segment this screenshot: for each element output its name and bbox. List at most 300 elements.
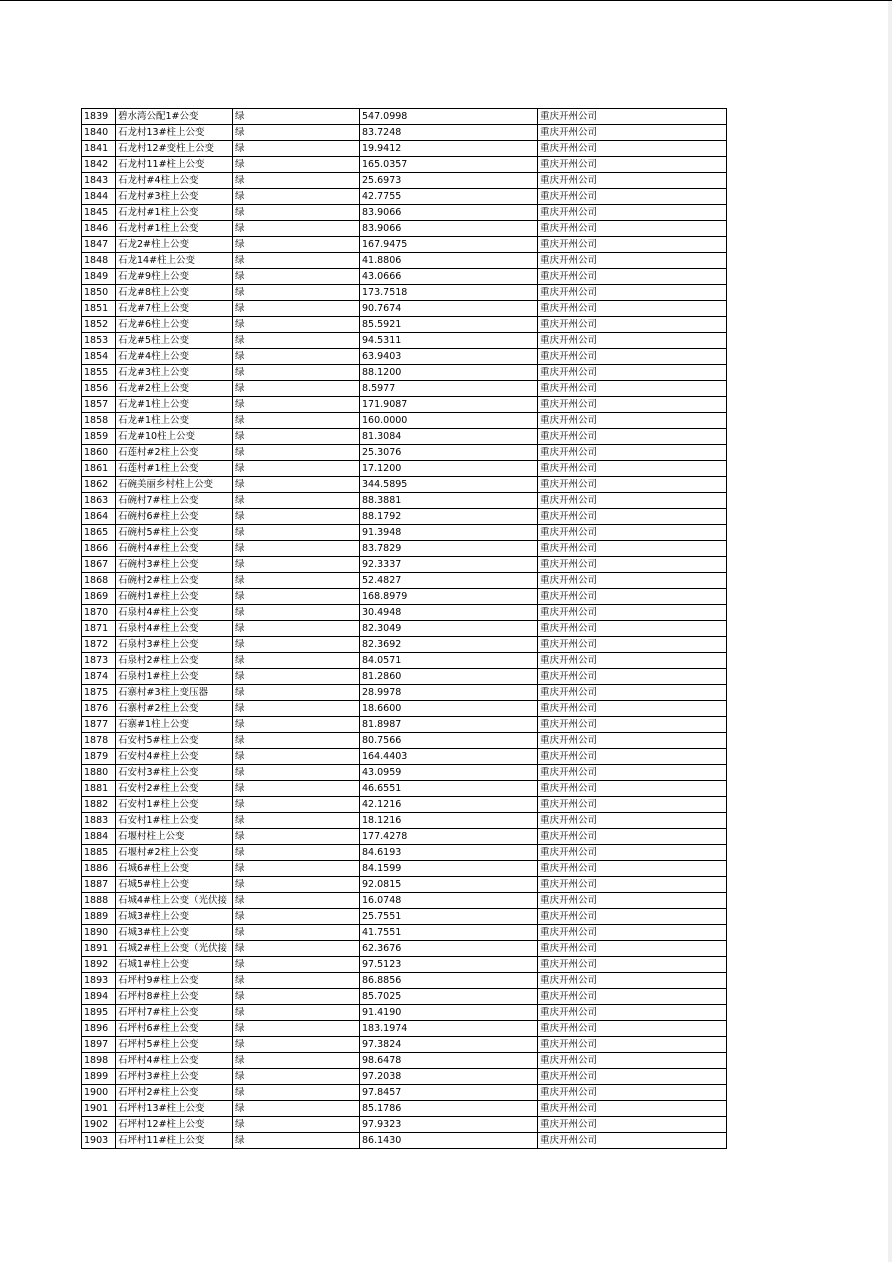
table-row xyxy=(82,317,727,333)
transformer-name-cell: 石龙#2柱上公变 xyxy=(116,381,233,397)
row-number-cell: 1903 xyxy=(82,1133,116,1149)
status-cell: 绿 xyxy=(233,1021,360,1037)
status-cell: 绿 xyxy=(233,733,360,749)
company-cell: 重庆开州公司 xyxy=(538,333,727,349)
status-cell: 绿 xyxy=(233,397,360,413)
value-cell: 164.4403 xyxy=(360,749,538,765)
transformer-name-cell: 石龙#5柱上公变 xyxy=(116,333,233,349)
table-row xyxy=(82,1085,727,1101)
table-row xyxy=(82,1101,727,1117)
row-number-cell: 1845 xyxy=(82,205,116,221)
value-cell: 97.9323 xyxy=(360,1117,538,1133)
table-row xyxy=(82,973,727,989)
company-cell: 重庆开州公司 xyxy=(538,285,727,301)
row-number-cell: 1886 xyxy=(82,861,116,877)
value-cell: 82.3049 xyxy=(360,621,538,637)
status-cell: 绿 xyxy=(233,1053,360,1069)
transformer-name-cell: 石龙村#4柱上公变 xyxy=(116,173,233,189)
transformer-name-cell: 石龙#8柱上公变 xyxy=(116,285,233,301)
transformer-name-cell: 石龙#9柱上公变 xyxy=(116,269,233,285)
transformer-name-cell: 石安村4#柱上公变 xyxy=(116,749,233,765)
value-cell: 92.0815 xyxy=(360,877,538,893)
value-cell: 344.5895 xyxy=(360,477,538,493)
transformer-name-cell: 石碗村6#柱上公变 xyxy=(116,509,233,525)
table-row xyxy=(82,989,727,1005)
row-number-cell: 1885 xyxy=(82,845,116,861)
row-number-cell: 1887 xyxy=(82,877,116,893)
company-cell: 重庆开州公司 xyxy=(538,301,727,317)
transformer-name-cell: 石坪村7#柱上公变 xyxy=(116,1005,233,1021)
status-cell: 绿 xyxy=(233,637,360,653)
row-number-cell: 1867 xyxy=(82,557,116,573)
transformer-name-cell: 石城1#柱上公变 xyxy=(116,957,233,973)
transformer-name-cell: 石龙#7柱上公变 xyxy=(116,301,233,317)
company-cell: 重庆开州公司 xyxy=(538,589,727,605)
row-number-cell: 1857 xyxy=(82,397,116,413)
row-number-cell: 1842 xyxy=(82,157,116,173)
transformer-name-cell: 石龙村#1柱上公变 xyxy=(116,221,233,237)
transformer-name-cell: 石寨村#2柱上公变 xyxy=(116,701,233,717)
value-cell: 17.1200 xyxy=(360,461,538,477)
company-cell: 重庆开州公司 xyxy=(538,861,727,877)
row-number-cell: 1872 xyxy=(82,637,116,653)
company-cell: 重庆开州公司 xyxy=(538,957,727,973)
table-row xyxy=(82,1021,727,1037)
company-cell: 重庆开州公司 xyxy=(538,157,727,173)
company-cell: 重庆开州公司 xyxy=(538,621,727,637)
transformer-name-cell: 石城3#柱上公变 xyxy=(116,925,233,941)
table-row xyxy=(82,669,727,685)
company-cell: 重庆开州公司 xyxy=(538,845,727,861)
table-row xyxy=(82,269,727,285)
status-cell: 绿 xyxy=(233,813,360,829)
transformer-name-cell: 石泉村1#柱上公变 xyxy=(116,669,233,685)
company-cell: 重庆开州公司 xyxy=(538,1021,727,1037)
table-row xyxy=(82,1117,727,1133)
company-cell: 重庆开州公司 xyxy=(538,781,727,797)
company-cell: 重庆开州公司 xyxy=(538,205,727,221)
status-cell: 绿 xyxy=(233,685,360,701)
company-cell: 重庆开州公司 xyxy=(538,365,727,381)
company-cell: 重庆开州公司 xyxy=(538,1117,727,1133)
status-cell: 绿 xyxy=(233,125,360,141)
value-cell: 98.6478 xyxy=(360,1053,538,1069)
transformer-name-cell: 石坪村3#柱上公变 xyxy=(116,1069,233,1085)
row-number-cell: 1876 xyxy=(82,701,116,717)
company-cell: 重庆开州公司 xyxy=(538,701,727,717)
table-row xyxy=(82,253,727,269)
company-cell: 重庆开州公司 xyxy=(538,541,727,557)
company-cell: 重庆开州公司 xyxy=(538,573,727,589)
table-row xyxy=(82,365,727,381)
transformer-name-cell: 石寨#1柱上公变 xyxy=(116,717,233,733)
company-cell: 重庆开州公司 xyxy=(538,109,727,125)
company-cell: 重庆开州公司 xyxy=(538,685,727,701)
status-cell: 绿 xyxy=(233,413,360,429)
status-cell: 绿 xyxy=(233,205,360,221)
table-row xyxy=(82,861,727,877)
transformer-name-cell: 石坪村13#柱上公变 xyxy=(116,1101,233,1117)
status-cell: 绿 xyxy=(233,957,360,973)
status-cell: 绿 xyxy=(233,893,360,909)
status-cell: 绿 xyxy=(233,221,360,237)
transformer-name-cell: 石坪村9#柱上公变 xyxy=(116,973,233,989)
row-number-cell: 1892 xyxy=(82,957,116,973)
transformer-name-cell: 石城4#柱上公变（光伏接 xyxy=(116,893,233,909)
transformer-name-cell: 石安村5#柱上公变 xyxy=(116,733,233,749)
status-cell: 绿 xyxy=(233,989,360,1005)
company-cell: 重庆开州公司 xyxy=(538,669,727,685)
transformer-name-cell: 石堰村柱上公变 xyxy=(116,829,233,845)
transformer-name-cell: 石安村1#柱上公变 xyxy=(116,813,233,829)
status-cell: 绿 xyxy=(233,589,360,605)
company-cell: 重庆开州公司 xyxy=(538,877,727,893)
table-row xyxy=(82,797,727,813)
status-cell: 绿 xyxy=(233,877,360,893)
table-row xyxy=(82,125,727,141)
value-cell: 41.8806 xyxy=(360,253,538,269)
value-cell: 18.1216 xyxy=(360,813,538,829)
company-cell: 重庆开州公司 xyxy=(538,1037,727,1053)
table-row xyxy=(82,109,727,125)
transformer-name-cell: 石莲村#1柱上公变 xyxy=(116,461,233,477)
table-row xyxy=(82,781,727,797)
value-cell: 83.7248 xyxy=(360,125,538,141)
row-number-cell: 1891 xyxy=(82,941,116,957)
row-number-cell: 1870 xyxy=(82,605,116,621)
value-cell: 62.3676 xyxy=(360,941,538,957)
status-cell: 绿 xyxy=(233,429,360,445)
table-row xyxy=(82,1069,727,1085)
company-cell: 重庆开州公司 xyxy=(538,813,727,829)
company-cell: 重庆开州公司 xyxy=(538,829,727,845)
transformer-name-cell: 石龙#6柱上公变 xyxy=(116,317,233,333)
status-cell: 绿 xyxy=(233,749,360,765)
table-row xyxy=(82,925,727,941)
transformer-name-cell: 石龙村11#柱上公变 xyxy=(116,157,233,173)
table-row xyxy=(82,717,727,733)
status-cell: 绿 xyxy=(233,797,360,813)
company-cell: 重庆开州公司 xyxy=(538,925,727,941)
status-cell: 绿 xyxy=(233,525,360,541)
value-cell: 84.0571 xyxy=(360,653,538,669)
transformer-name-cell: 石碗村7#柱上公变 xyxy=(116,493,233,509)
row-number-cell: 1864 xyxy=(82,509,116,525)
row-number-cell: 1894 xyxy=(82,989,116,1005)
company-cell: 重庆开州公司 xyxy=(538,653,727,669)
table-row xyxy=(82,765,727,781)
company-cell: 重庆开州公司 xyxy=(538,189,727,205)
table-row xyxy=(82,621,727,637)
status-cell: 绿 xyxy=(233,1069,360,1085)
status-cell: 绿 xyxy=(233,269,360,285)
value-cell: 92.3337 xyxy=(360,557,538,573)
value-cell: 173.7518 xyxy=(360,285,538,301)
transformer-name-cell: 石坪村12#柱上公变 xyxy=(116,1117,233,1133)
status-cell: 绿 xyxy=(233,621,360,637)
table-row xyxy=(82,333,727,349)
row-number-cell: 1866 xyxy=(82,541,116,557)
value-cell: 25.6973 xyxy=(360,173,538,189)
value-cell: 547.0998 xyxy=(360,109,538,125)
transformer-name-cell: 石坪村2#柱上公变 xyxy=(116,1085,233,1101)
row-number-cell: 1875 xyxy=(82,685,116,701)
transformer-name-cell: 石坪村6#柱上公变 xyxy=(116,1021,233,1037)
value-cell: 81.2860 xyxy=(360,669,538,685)
value-cell: 97.3824 xyxy=(360,1037,538,1053)
value-cell: 85.7025 xyxy=(360,989,538,1005)
status-cell: 绿 xyxy=(233,301,360,317)
company-cell: 重庆开州公司 xyxy=(538,797,727,813)
table-row xyxy=(82,301,727,317)
value-cell: 82.3692 xyxy=(360,637,538,653)
row-number-cell: 1869 xyxy=(82,589,116,605)
status-cell: 绿 xyxy=(233,493,360,509)
status-cell: 绿 xyxy=(233,509,360,525)
value-cell: 28.9978 xyxy=(360,685,538,701)
value-cell: 18.6600 xyxy=(360,701,538,717)
company-cell: 重庆开州公司 xyxy=(538,477,727,493)
status-cell: 绿 xyxy=(233,573,360,589)
data-table xyxy=(81,108,727,1149)
value-cell: 86.8856 xyxy=(360,973,538,989)
table-row xyxy=(82,541,727,557)
status-cell: 绿 xyxy=(233,1005,360,1021)
table-row xyxy=(82,589,727,605)
status-cell: 绿 xyxy=(233,173,360,189)
transformer-name-cell: 石龙村#3柱上公变 xyxy=(116,189,233,205)
status-cell: 绿 xyxy=(233,349,360,365)
row-number-cell: 1898 xyxy=(82,1053,116,1069)
value-cell: 97.8457 xyxy=(360,1085,538,1101)
value-cell: 30.4948 xyxy=(360,605,538,621)
table-row xyxy=(82,157,727,173)
status-cell: 绿 xyxy=(233,781,360,797)
value-cell: 46.6551 xyxy=(360,781,538,797)
transformer-name-cell: 石城5#柱上公变 xyxy=(116,877,233,893)
row-number-cell: 1843 xyxy=(82,173,116,189)
value-cell: 88.1792 xyxy=(360,509,538,525)
company-cell: 重庆开州公司 xyxy=(538,445,727,461)
row-number-cell: 1859 xyxy=(82,429,116,445)
row-number-cell: 1878 xyxy=(82,733,116,749)
transformer-name-cell: 石碗村2#柱上公变 xyxy=(116,573,233,589)
transformer-name-cell: 石泉村2#柱上公变 xyxy=(116,653,233,669)
value-cell: 25.3076 xyxy=(360,445,538,461)
company-cell: 重庆开州公司 xyxy=(538,173,727,189)
status-cell: 绿 xyxy=(233,1085,360,1101)
value-cell: 52.4827 xyxy=(360,573,538,589)
value-cell: 84.1599 xyxy=(360,861,538,877)
company-cell: 重庆开州公司 xyxy=(538,1101,727,1117)
table-row xyxy=(82,493,727,509)
row-number-cell: 1890 xyxy=(82,925,116,941)
transformer-name-cell: 石安村1#柱上公变 xyxy=(116,797,233,813)
row-number-cell: 1897 xyxy=(82,1037,116,1053)
transformer-name-cell: 石龙#10柱上公变 xyxy=(116,429,233,445)
row-number-cell: 1893 xyxy=(82,973,116,989)
table-row xyxy=(82,205,727,221)
value-cell: 81.8987 xyxy=(360,717,538,733)
company-cell: 重庆开州公司 xyxy=(538,397,727,413)
page-top-border xyxy=(0,0,892,1)
company-cell: 重庆开州公司 xyxy=(538,749,727,765)
row-number-cell: 1882 xyxy=(82,797,116,813)
table-row xyxy=(82,349,727,365)
status-cell: 绿 xyxy=(233,1037,360,1053)
row-number-cell: 1899 xyxy=(82,1069,116,1085)
table-row xyxy=(82,557,727,573)
status-cell: 绿 xyxy=(233,141,360,157)
table-row xyxy=(82,605,727,621)
company-cell: 重庆开州公司 xyxy=(538,461,727,477)
row-number-cell: 1847 xyxy=(82,237,116,253)
table-row xyxy=(82,429,727,445)
table-row xyxy=(82,413,727,429)
transformer-name-cell: 石泉村3#柱上公变 xyxy=(116,637,233,653)
row-number-cell: 1839 xyxy=(82,109,116,125)
row-number-cell: 1855 xyxy=(82,365,116,381)
value-cell: 88.1200 xyxy=(360,365,538,381)
row-number-cell: 1901 xyxy=(82,1101,116,1117)
row-number-cell: 1862 xyxy=(82,477,116,493)
row-number-cell: 1840 xyxy=(82,125,116,141)
status-cell: 绿 xyxy=(233,765,360,781)
row-number-cell: 1853 xyxy=(82,333,116,349)
status-cell: 绿 xyxy=(233,253,360,269)
status-cell: 绿 xyxy=(233,701,360,717)
table-row xyxy=(82,141,727,157)
value-cell: 16.0748 xyxy=(360,893,538,909)
row-number-cell: 1852 xyxy=(82,317,116,333)
company-cell: 重庆开州公司 xyxy=(538,509,727,525)
status-cell: 绿 xyxy=(233,605,360,621)
page-right-edge xyxy=(888,1,892,1262)
row-number-cell: 1902 xyxy=(82,1117,116,1133)
row-number-cell: 1895 xyxy=(82,1005,116,1021)
status-cell: 绿 xyxy=(233,861,360,877)
row-number-cell: 1846 xyxy=(82,221,116,237)
company-cell: 重庆开州公司 xyxy=(538,141,727,157)
transformer-name-cell: 石泉村4#柱上公变 xyxy=(116,605,233,621)
status-cell: 绿 xyxy=(233,285,360,301)
status-cell: 绿 xyxy=(233,1101,360,1117)
value-cell: 81.3084 xyxy=(360,429,538,445)
value-cell: 19.9412 xyxy=(360,141,538,157)
value-cell: 97.2038 xyxy=(360,1069,538,1085)
value-cell: 63.9403 xyxy=(360,349,538,365)
value-cell: 160.0000 xyxy=(360,413,538,429)
transformer-name-cell: 石坪村4#柱上公变 xyxy=(116,1053,233,1069)
row-number-cell: 1900 xyxy=(82,1085,116,1101)
table-row xyxy=(82,893,727,909)
value-cell: 183.1974 xyxy=(360,1021,538,1037)
table-row xyxy=(82,477,727,493)
row-number-cell: 1888 xyxy=(82,893,116,909)
table-row xyxy=(82,189,727,205)
table-row xyxy=(82,1133,727,1149)
row-number-cell: 1860 xyxy=(82,445,116,461)
transformer-name-cell: 石城6#柱上公变 xyxy=(116,861,233,877)
table-row xyxy=(82,221,727,237)
table-row xyxy=(82,957,727,973)
company-cell: 重庆开州公司 xyxy=(538,605,727,621)
transformer-name-cell: 石龙村12#变柱上公变 xyxy=(116,141,233,157)
company-cell: 重庆开州公司 xyxy=(538,893,727,909)
row-number-cell: 1883 xyxy=(82,813,116,829)
table-row xyxy=(82,733,727,749)
status-cell: 绿 xyxy=(233,653,360,669)
row-number-cell: 1871 xyxy=(82,621,116,637)
company-cell: 重庆开州公司 xyxy=(538,317,727,333)
transformer-name-cell: 石龙村#1柱上公变 xyxy=(116,205,233,221)
value-cell: 90.7674 xyxy=(360,301,538,317)
value-cell: 43.0666 xyxy=(360,269,538,285)
row-number-cell: 1884 xyxy=(82,829,116,845)
value-cell: 41.7551 xyxy=(360,925,538,941)
row-number-cell: 1880 xyxy=(82,765,116,781)
status-cell: 绿 xyxy=(233,445,360,461)
company-cell: 重庆开州公司 xyxy=(538,1053,727,1069)
transformer-name-cell: 石龙2#柱上公变 xyxy=(116,237,233,253)
status-cell: 绿 xyxy=(233,461,360,477)
value-cell: 83.7829 xyxy=(360,541,538,557)
status-cell: 绿 xyxy=(233,317,360,333)
transformer-name-cell: 石龙#4柱上公变 xyxy=(116,349,233,365)
company-cell: 重庆开州公司 xyxy=(538,1133,727,1149)
status-cell: 绿 xyxy=(233,477,360,493)
company-cell: 重庆开州公司 xyxy=(538,221,727,237)
row-number-cell: 1874 xyxy=(82,669,116,685)
status-cell: 绿 xyxy=(233,829,360,845)
status-cell: 绿 xyxy=(233,909,360,925)
row-number-cell: 1881 xyxy=(82,781,116,797)
row-number-cell: 1865 xyxy=(82,525,116,541)
value-cell: 8.5977 xyxy=(360,381,538,397)
company-cell: 重庆开州公司 xyxy=(538,717,727,733)
status-cell: 绿 xyxy=(233,381,360,397)
value-cell: 80.7566 xyxy=(360,733,538,749)
row-number-cell: 1856 xyxy=(82,381,116,397)
table-row xyxy=(82,397,727,413)
status-cell: 绿 xyxy=(233,557,360,573)
transformer-name-cell: 石碗村1#柱上公变 xyxy=(116,589,233,605)
transformer-name-cell: 碧水湾公配1#公变 xyxy=(116,109,233,125)
table-row xyxy=(82,845,727,861)
company-cell: 重庆开州公司 xyxy=(538,429,727,445)
table-row xyxy=(82,237,727,253)
table-row xyxy=(82,381,727,397)
table-row xyxy=(82,173,727,189)
status-cell: 绿 xyxy=(233,669,360,685)
status-cell: 绿 xyxy=(233,157,360,173)
status-cell: 绿 xyxy=(233,541,360,557)
value-cell: 165.0357 xyxy=(360,157,538,173)
company-cell: 重庆开州公司 xyxy=(538,269,727,285)
table-row xyxy=(82,525,727,541)
company-cell: 重庆开州公司 xyxy=(538,973,727,989)
transformer-name-cell: 石安村3#柱上公变 xyxy=(116,765,233,781)
company-cell: 重庆开州公司 xyxy=(538,125,727,141)
company-cell: 重庆开州公司 xyxy=(538,733,727,749)
table-row xyxy=(82,509,727,525)
transformer-name-cell: 石泉村4#柱上公变 xyxy=(116,621,233,637)
company-cell: 重庆开州公司 xyxy=(538,253,727,269)
value-cell: 171.9087 xyxy=(360,397,538,413)
value-cell: 83.9066 xyxy=(360,221,538,237)
transformer-name-cell: 石堰村#2柱上公变 xyxy=(116,845,233,861)
table-body xyxy=(82,109,727,1149)
